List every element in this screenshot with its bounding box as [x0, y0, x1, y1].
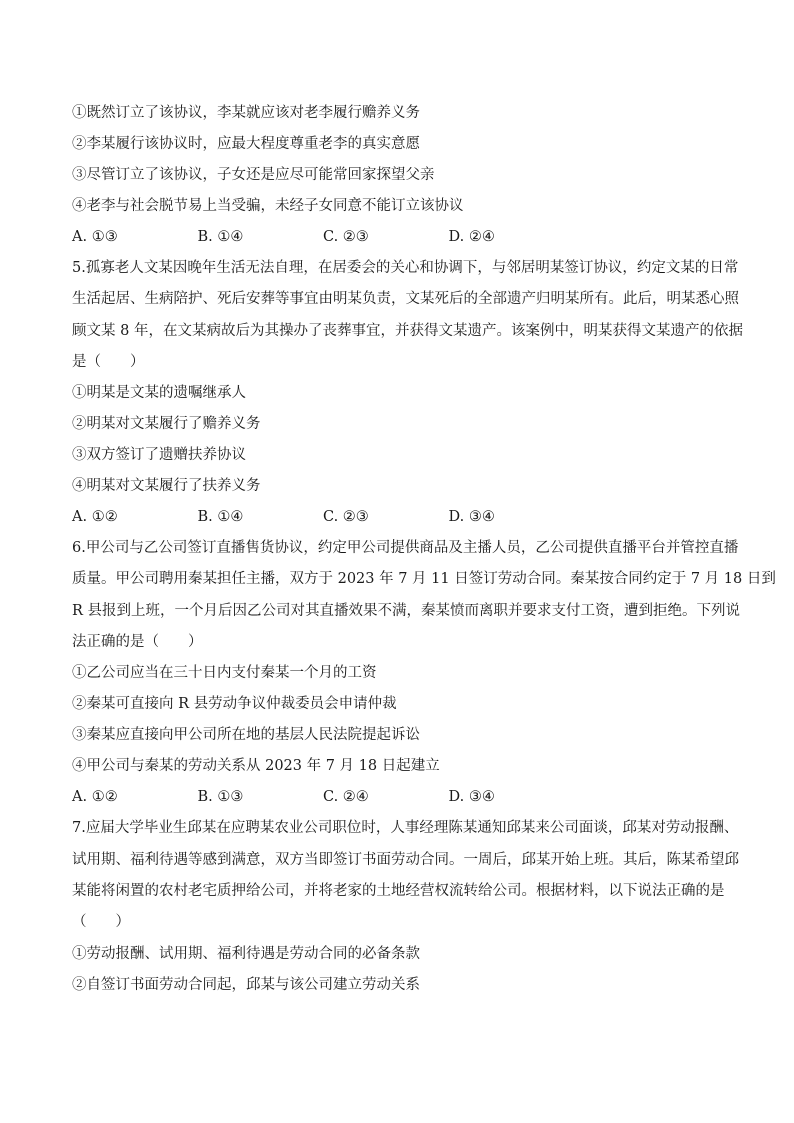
option-b: B. ①④	[197, 229, 244, 245]
stem-line: 生活起居、生病陪护、死后安葬等事宜由明某负责，文某死后的全部遗产归明某所有。此后，明某悉心照	[72, 291, 739, 308]
option-c: C. ②③	[323, 509, 369, 526]
statement-2: ②李某履行该协议时，应最大程度尊重老李的真实意愿	[72, 136, 420, 152]
question-5-statements	[72, 378, 722, 502]
statement-2: ②明某对文某履行了赡养义务	[72, 416, 261, 433]
question-5-options	[72, 502, 722, 533]
stem-line: 法正确的是（ ）	[72, 634, 203, 651]
statement-3: ③双方签订了遗赠扶养协议	[72, 447, 246, 464]
stem-line: R 县报到上班，一个月后因乙公司对其直播效果不满，秦某愤而离职并要求支付工资，遭到拒绝。下列说	[72, 602, 741, 619]
statement-2: ②自签订书面劳动合同起，邱某与该公司建立劳动关系	[72, 976, 420, 993]
option-b: B. ①④	[197, 509, 244, 526]
statement-4: ④明某对文某履行了扶养义务	[72, 478, 261, 495]
option-a: A. ①②	[72, 789, 118, 806]
question-6-options	[72, 782, 722, 813]
stem-line: 是（ ）	[72, 353, 145, 370]
option-c: C. ②④	[323, 789, 369, 806]
stem-line: 7.应届大学毕业生邱某在应聘某农业公司职位时，人事经理陈某通知邱某来公司面谈，邱某对劳动报酬、	[72, 820, 739, 837]
question-7-stem	[72, 813, 739, 938]
statement-3: ③尽管订立了该协议，子女还是应尽可能常回家探望父亲	[72, 167, 435, 183]
statement-4: ④甲公司与秦某的劳动关系从 2023 年 7 月 18 日起建立	[72, 758, 440, 775]
statement-2: ②秦某可直接向 R 县劳动争议仲裁委员会申请仲裁	[72, 696, 397, 713]
stem-line: 某能将闲置的农村老宅质押给公司，并将老家的土地经营权流转给公司。根据材料，以下说法正确的是	[72, 882, 725, 899]
statement-1: ①乙公司应当在三十日内支付秦某一个月的工资	[72, 665, 377, 682]
option-a: A. ①③	[72, 229, 118, 245]
stem-line: 5.孤寡老人文某因晚年生活无法自理，在居委会的关心和协调下，与邻居明某签订协议，约定文某的日常	[72, 260, 739, 276]
option-b: B. ①③	[197, 789, 244, 806]
stem-line: 试用期、福利待遇等感到满意，双方当即签订书面劳动合同。一周后，邱某开始上班。其后，陈某希望邱	[72, 851, 739, 868]
option-d: D. ③④	[448, 509, 495, 526]
stem-line: （ ）	[72, 914, 130, 931]
option-a: A. ①②	[72, 509, 118, 526]
statement-4: ④老李与社会脱节易上当受骗，未经子女同意不能订立该协议	[72, 198, 464, 214]
stem-line: 顾文某 8 年，在文某病故后为其操办了丧葬事宜，并获得文某遗产。该案例中，明某获得文某遗产的依据	[72, 322, 743, 339]
option-c: C. ②③	[323, 229, 369, 245]
option-d: D. ②④	[448, 229, 495, 245]
option-d: D. ③④	[448, 789, 495, 806]
statement-1: ①劳动报酬、试用期、福利待遇是劳动合同的必备条款	[72, 945, 420, 962]
question-7-statements	[72, 939, 722, 1001]
statement-1: ①既然订立了该协议，李某就应该对老李履行赡养义务	[72, 105, 420, 121]
question-4-options	[72, 222, 722, 253]
question-4-statements	[72, 98, 722, 222]
question-6-stem	[72, 533, 776, 658]
document-page	[72, 98, 776, 1001]
statement-3: ③秦某应直接向甲公司所在地的基层人民法院提起诉讼	[72, 727, 420, 744]
stem-line: 质量。甲公司聘用秦某担任主播，双方于 2023 年 7 月 11 日签订劳动合同。秦某按合同约定于 7 月 18 日到	[72, 571, 776, 588]
question-6-statements	[72, 658, 722, 782]
question-5-stem	[72, 253, 743, 378]
stem-line: 6.甲公司与乙公司签订直播售货协议，约定甲公司提供商品及主播人员，乙公司提供直播平台并管控直播	[72, 540, 739, 557]
statement-1: ①明某是文某的遗嘱继承人	[72, 385, 246, 402]
